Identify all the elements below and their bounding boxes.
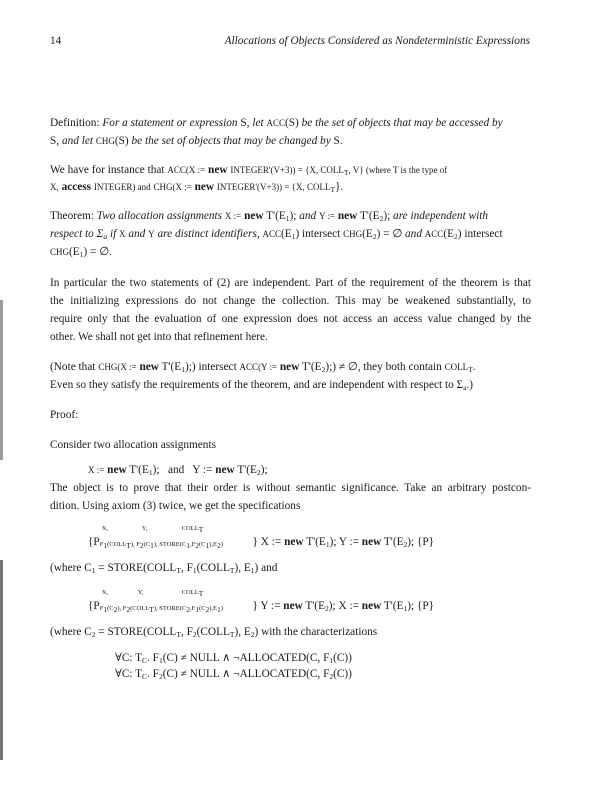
text: T'(E [383, 600, 404, 612]
consider-line: Consider two allocation assignments [50, 439, 216, 451]
particular-line-2: the initializing expressions do not change the collection. This may be weakened substantially, to [50, 295, 531, 307]
text: 2 [453, 232, 458, 241]
particular-line-3: require only that the evaluation of one expression does not access an access value changed by the [50, 313, 531, 325]
text: (E [443, 228, 454, 240]
text: ) [220, 541, 223, 548]
proof-label: Proof: [50, 409, 79, 421]
text: T [149, 605, 154, 614]
characterization-1 [115, 651, 352, 665]
text: C [142, 672, 148, 681]
text: be the set of objects that may be accessed by [301, 117, 503, 129]
definition-line-1 [50, 116, 503, 130]
text: (C)) [333, 652, 352, 664]
text: ); [260, 464, 268, 476]
text: 1 [285, 214, 290, 223]
text: (C) ≠ NULL ∧ ¬ALLOCATED(C, F [162, 652, 330, 664]
text: (COLL [196, 562, 230, 574]
text: X, [50, 182, 59, 192]
text: ), [153, 541, 158, 548]
theorem-label: Theorem: [50, 210, 94, 222]
text: . F [147, 668, 159, 680]
theorem-line-3 [50, 245, 112, 259]
text: X, [101, 589, 109, 596]
text: (COLL [196, 626, 230, 638]
text: new [107, 464, 127, 476]
text: ) and [254, 562, 278, 574]
text: , V} (where T is the type of [348, 165, 448, 175]
text: CHG [50, 247, 70, 257]
text: new [361, 536, 382, 548]
text: if [109, 228, 117, 240]
text: T'(E [129, 464, 149, 476]
text: T [176, 630, 181, 639]
text: S. [333, 135, 343, 147]
text: (E [281, 228, 292, 240]
text: a [103, 232, 108, 241]
text: respect to Σ [50, 228, 104, 240]
text: 2 [91, 630, 96, 639]
text: INTEGER) and [93, 182, 151, 192]
text: {P [88, 536, 100, 548]
text: (E [362, 228, 373, 240]
text: 2 [321, 365, 326, 374]
text: (X := [172, 182, 192, 192]
text: 2 [192, 630, 197, 639]
text: F [99, 605, 104, 612]
text: new [284, 536, 304, 548]
text: new [194, 181, 215, 193]
text: CHG [95, 136, 115, 146]
text: (C [199, 605, 206, 612]
text: 2 [379, 214, 384, 223]
text: new [244, 210, 264, 222]
text: new [215, 464, 235, 476]
text: T [330, 185, 336, 194]
text: ACC [262, 229, 282, 239]
text: ); and Y := [152, 464, 213, 476]
text: ), [117, 605, 122, 612]
text: ), E [234, 562, 251, 574]
text: (E [69, 246, 80, 258]
text: F [136, 541, 140, 548]
text: be the set of objects that may be changed by [131, 135, 331, 147]
scan-edge-shadow [0, 560, 3, 760]
theorem-line-1 [50, 209, 488, 223]
text: 2 [186, 605, 191, 614]
substitution-stack [99, 589, 250, 614]
text: ACC [266, 118, 285, 128]
example-line-2 [50, 180, 343, 194]
text: (C [199, 541, 206, 548]
text: X [119, 229, 126, 239]
text: 1 [79, 250, 84, 259]
text: ); {P} [407, 536, 435, 548]
text: T [176, 566, 181, 575]
where-line-1 [50, 561, 277, 575]
text: ), E [234, 626, 251, 638]
text: new [139, 361, 159, 373]
text: , F [180, 562, 193, 574]
text: (Note that [50, 361, 96, 373]
text: = STORE(COLL [98, 626, 177, 638]
text: , and let [56, 135, 94, 147]
text: INTEGER'(V+3)) = {X, COLL [230, 165, 344, 175]
text: X := [224, 211, 242, 221]
text: 2 [372, 232, 377, 241]
text: , let [246, 117, 264, 129]
text: ACC [424, 229, 444, 239]
assignments-line [88, 463, 268, 477]
text: 2 [158, 672, 163, 681]
text: ),E [209, 541, 218, 548]
text: and [405, 228, 422, 240]
text: 2 [113, 605, 118, 614]
text: 2 [250, 630, 255, 639]
text: a [463, 383, 467, 392]
text: 1 [103, 605, 108, 614]
text: C [142, 656, 148, 665]
text: ); {P} [407, 600, 435, 612]
text: Even so they satisfy the requirements of the theorem, and are independent with respect to Σ [50, 379, 464, 391]
text: ∀C: T [115, 668, 143, 680]
text: 1 [325, 540, 330, 549]
text: 1 [150, 541, 154, 550]
text: S [240, 117, 247, 129]
text: We have for instance that [50, 164, 165, 176]
text: T [126, 541, 131, 550]
text: );) intersect [184, 361, 237, 373]
text: 1 [217, 605, 221, 614]
text: CHG [153, 182, 173, 192]
text: 1 [158, 656, 163, 665]
text: ACC [167, 165, 186, 175]
text: F [122, 605, 127, 612]
text: (C [143, 541, 151, 548]
theorem-line-2 [50, 227, 503, 241]
text: );) ≠ ∅, they both contain [325, 361, 442, 373]
text: T'(E [161, 361, 182, 373]
text: 1 [205, 541, 210, 550]
definition-line-2 [50, 134, 343, 148]
text: X, [101, 525, 109, 532]
text: are independent with [393, 210, 489, 222]
text: COLL [181, 589, 199, 596]
substitution-stack [99, 525, 250, 550]
text: T'(E [266, 210, 286, 222]
text: and [128, 228, 146, 240]
text: } Y := [252, 600, 281, 612]
text: ) [220, 605, 223, 612]
text: {P [88, 600, 100, 612]
text: ) intersect [457, 228, 503, 240]
text: T'(E [237, 464, 257, 476]
text: 2 [329, 672, 334, 681]
text: 1 [181, 365, 185, 374]
text: T [343, 168, 349, 177]
text: (where C [50, 562, 92, 574]
text: 1 [192, 566, 197, 575]
text: ) = ∅ [376, 228, 403, 240]
text: (S) [284, 117, 299, 129]
text: ,F [190, 541, 196, 548]
text: access [61, 181, 92, 193]
text: Y, [137, 589, 144, 596]
text: new [337, 210, 358, 222]
text: ); [383, 210, 391, 222]
text: 1 [148, 468, 153, 477]
text: 1 [103, 541, 108, 550]
text: (where C [50, 626, 92, 638]
text: CHG [343, 229, 363, 239]
characterization-2 [115, 667, 352, 681]
text: Y, [141, 525, 148, 532]
text: T'(E [359, 210, 380, 222]
scan-edge-shadow [0, 300, 3, 460]
definition-label: Definition: [50, 117, 100, 129]
text: 1 [195, 605, 200, 614]
text: F [99, 541, 104, 548]
text: ACC [239, 362, 259, 372]
text: (X := [185, 165, 206, 175]
text: X := [88, 465, 105, 475]
text: For a statement or expression [102, 117, 238, 129]
note-line-1 [50, 360, 476, 374]
text: T [198, 525, 204, 534]
text: 1 [91, 566, 96, 575]
text: COLL [181, 525, 199, 532]
text: S [50, 135, 57, 147]
text: (C) ≠ NULL ∧ ¬ALLOCATED(C, F [162, 668, 330, 680]
text: 2 [126, 605, 131, 614]
text: Two allocation assignments [96, 210, 223, 222]
text: } X := [252, 536, 282, 548]
text: (C)) [333, 668, 352, 680]
where-line-2 [50, 625, 377, 639]
text: STORE(C [159, 605, 187, 612]
text: COLL [444, 362, 469, 372]
text: 1 [291, 232, 296, 241]
text: 2 [256, 468, 261, 477]
text: and [299, 210, 317, 222]
text: T [198, 589, 204, 598]
text: ); X := [328, 600, 359, 612]
text: 2 [403, 540, 408, 549]
particular-line-4: other. We shall not get into that refinement here. [50, 331, 268, 343]
text: T'(E [305, 600, 325, 612]
text: STORE(C [159, 541, 187, 548]
text: (X := [117, 362, 137, 372]
text: new [279, 361, 300, 373]
text: (COLL [130, 605, 150, 612]
text: . [472, 361, 476, 373]
page-number: 14 [50, 35, 62, 47]
text: 2 [324, 604, 329, 613]
text: Y := [319, 211, 336, 221]
text: (S) [114, 135, 129, 147]
text: ); [289, 210, 297, 222]
text: T'(E [306, 536, 326, 548]
text: (C [107, 605, 114, 612]
text: , F [180, 626, 193, 638]
note-line-2 [50, 378, 473, 392]
text: (COLL [107, 541, 127, 548]
text: 1 [329, 656, 334, 665]
text: 1 [403, 604, 408, 613]
text: T [229, 630, 235, 639]
text: 2 [205, 605, 210, 614]
object-line-1: The object is to prove that their order is without semantic significance. Take an arbitrary postcon- [50, 482, 531, 494]
text: new [283, 600, 303, 612]
particular-line-1: In particular the two statements of (2) are independent. Part of the requirement of the theorem is that [50, 277, 531, 289]
text: are distinct identifiers, [157, 228, 260, 240]
text: ), [130, 541, 135, 548]
text: 2 [217, 541, 221, 550]
text: T'(E [383, 536, 404, 548]
text: ∀C: T [115, 652, 143, 664]
text: Y [148, 229, 155, 239]
text: ),E [209, 605, 218, 612]
text: }. [335, 181, 344, 193]
specification-2 [88, 589, 435, 614]
text: ) intersect [295, 228, 341, 240]
object-line-2: dition. Using axiom (3) twice, we get the specifications [50, 500, 301, 512]
text: = STORE(COLL [98, 562, 177, 574]
specification-1 [88, 525, 435, 550]
text: .) [466, 379, 474, 391]
text: ,F [190, 605, 196, 612]
example-line-1 [50, 163, 447, 177]
text: 2 [195, 541, 200, 550]
text: ) with the characterizations [254, 626, 378, 638]
text: 1 [186, 541, 191, 550]
text: INTEGER'(V+3)) = {X, COLL [216, 182, 331, 192]
text: T'(E [301, 361, 322, 373]
text: . F [147, 652, 159, 664]
text: 2 [139, 541, 144, 550]
text: T [229, 566, 235, 575]
text: 1 [250, 566, 255, 575]
text: new [208, 164, 228, 176]
text: ), [153, 605, 158, 612]
running-title: Allocations of Objects Considered as Nondeterministic Expressions [224, 35, 530, 47]
text: new [361, 600, 382, 612]
text: T [468, 365, 473, 374]
text: CHG [98, 362, 118, 372]
text: ) = ∅. [83, 246, 112, 258]
text: (Y := [258, 362, 278, 372]
text: ); Y := [329, 536, 359, 548]
